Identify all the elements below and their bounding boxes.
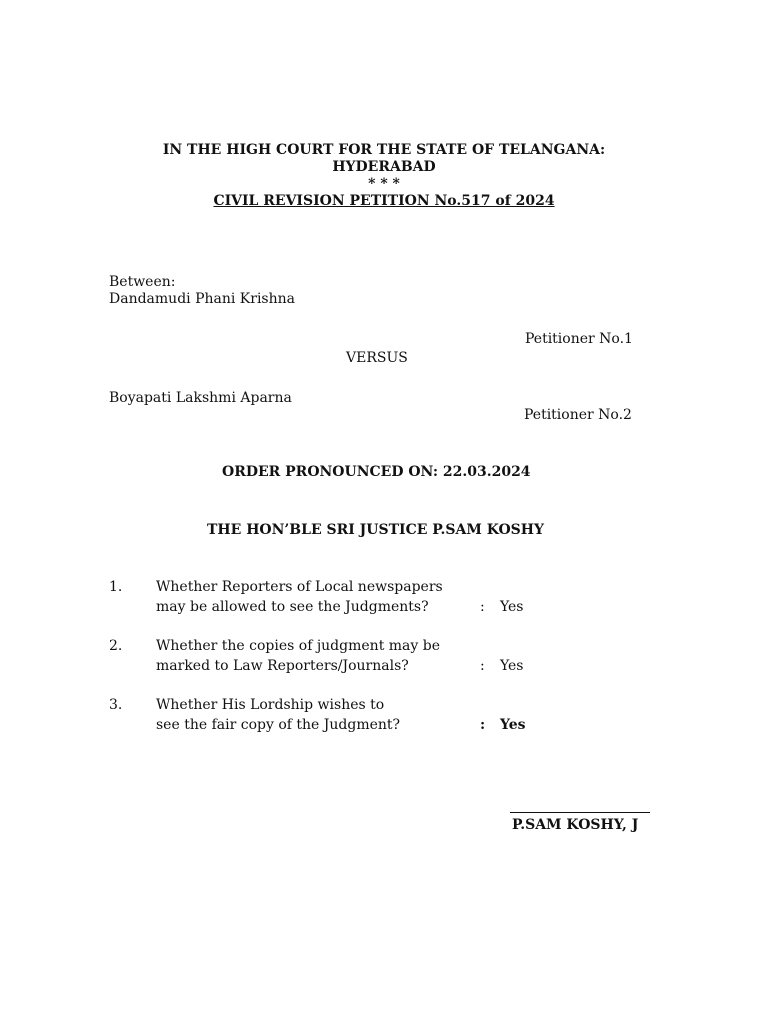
question-answer: Yes — [500, 658, 524, 674]
court-name-line1: IN THE HIGH COURT FOR THE STATE OF TELANGANA: — [162, 142, 606, 158]
question-text-line1: Whether Reporters of Local newspapers — [156, 579, 443, 595]
question-number: 3. — [109, 697, 123, 713]
question-answer: Yes — [500, 599, 524, 615]
court-name-line2: HYDERABAD — [332, 159, 436, 175]
petitioner1-name: Dandamudi Phani Krishna — [109, 291, 295, 307]
question-text-line2: may be allowed to see the Judgments? — [156, 599, 429, 615]
judge-line: THE HON’BLE SRI JUSTICE P.SAM KOSHY — [207, 522, 545, 538]
petitioner1-role: Petitioner No.1 — [525, 331, 633, 347]
question-answer: Yes — [500, 717, 526, 733]
versus-label: VERSUS — [346, 350, 408, 366]
signature-name: P.SAM KOSHY, J — [512, 817, 639, 833]
question-number: 2. — [109, 638, 123, 654]
separator-stars: * * * — [368, 176, 400, 192]
question-colon: : — [480, 599, 485, 615]
question-colon: : — [480, 658, 485, 674]
question-text-line2: see the fair copy of the Judgment? — [156, 717, 401, 733]
question-text-line1: Whether His Lordship wishes to — [156, 697, 385, 713]
case-title-text: CIVIL REVISION PETITION No.517 of 2024 — [213, 193, 555, 209]
question-text-line2: marked to Law Reporters/Journals? — [156, 658, 409, 674]
question-number: 1. — [109, 579, 123, 595]
case-title — [0, 193, 768, 209]
question-colon: : — [480, 717, 486, 733]
between-label: Between: — [109, 274, 176, 290]
question-text-line1: Whether the copies of judgment may be — [156, 638, 440, 654]
petitioner2-role: Petitioner No.2 — [524, 407, 632, 423]
petitioner2-name: Boyapati Lakshmi Aparna — [109, 390, 292, 406]
signature-line — [510, 812, 650, 813]
order-pronounced-line: ORDER PRONOUNCED ON: 22.03.2024 — [222, 464, 531, 480]
